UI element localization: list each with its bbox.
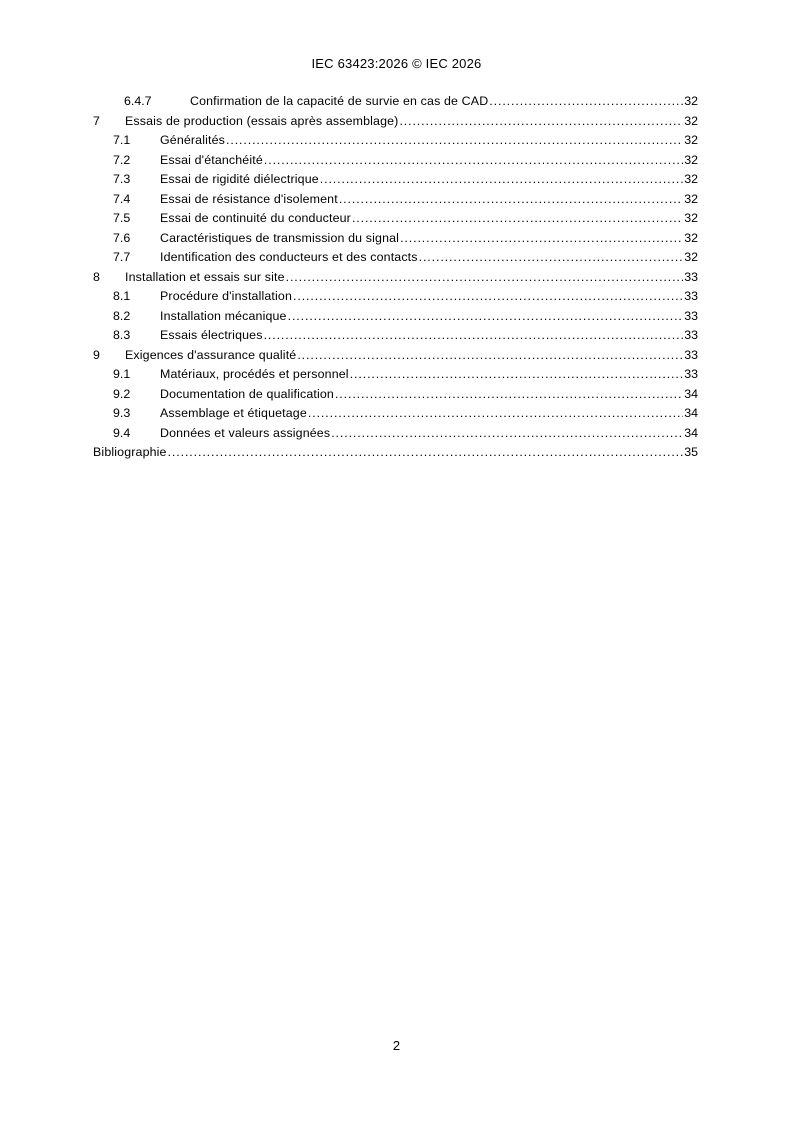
- toc-entry-title: Caractéristiques de transmission du signal: [160, 230, 400, 245]
- toc-entry-title: Essai de continuité du conducteur: [160, 211, 351, 225]
- toc-entry-title: Installation mécanique: [160, 308, 287, 323]
- toc-entry-number: 9.1: [113, 367, 131, 381]
- toc-entry-number: 7.3: [113, 172, 131, 186]
- toc-dot-leader: [320, 170, 683, 190]
- toc-dot-leader: [288, 307, 684, 327]
- toc-entry-title: Essais électriques: [160, 328, 263, 342]
- toc-entry-number: 7.1: [113, 133, 131, 147]
- toc-dot-leader: [297, 346, 683, 366]
- toc-entry-page: 33: [684, 328, 698, 342]
- toc-dot-leader: [489, 92, 683, 112]
- page-header: IEC 63423:2026 © IEC 2026: [311, 56, 482, 71]
- toc-dot-leader: [350, 365, 684, 385]
- toc-dot-leader: [308, 404, 683, 424]
- toc-entry-number: 7.2: [113, 152, 131, 167]
- toc-entry-title: Procédure d'installation: [160, 289, 293, 303]
- toc-entry[interactable]: [93, 112, 698, 132]
- toc-entry-page: 33: [684, 347, 698, 362]
- toc-entry-number: 8: [93, 269, 100, 284]
- toc-entry-number: 8.3: [113, 328, 131, 342]
- page-number: 2: [392, 1038, 401, 1053]
- toc-entry[interactable]: [93, 404, 698, 424]
- toc-entry-number: 7: [93, 113, 100, 128]
- toc-dot-leader: [419, 248, 684, 268]
- toc-entry[interactable]: [93, 365, 698, 385]
- toc-entry-page: 32: [684, 152, 698, 167]
- toc-entry-title: Bibliographie: [93, 445, 167, 459]
- toc-entry-number: 8.2: [113, 308, 131, 323]
- toc-dot-leader: [286, 268, 684, 288]
- toc-entry-page: 32: [684, 94, 698, 108]
- toc-entry-page: 33: [684, 269, 698, 284]
- toc-entry-page: 32: [684, 133, 698, 147]
- toc-entry[interactable]: [93, 170, 698, 190]
- toc-dot-leader: [352, 209, 683, 229]
- toc-entry-title: Confirmation de la capacité de survie en cas de CAD: [190, 94, 489, 108]
- toc-entry-number: 9.2: [113, 386, 131, 401]
- toc-entry-number: 7.4: [113, 191, 131, 206]
- toc-entry[interactable]: [93, 307, 698, 327]
- toc-entry-page: 32: [684, 230, 698, 245]
- toc-entry-number: 6.4.7: [124, 94, 152, 108]
- toc-dot-leader: [264, 326, 684, 346]
- toc-entry-page: 34: [684, 425, 698, 440]
- toc-entry-page: 32: [684, 211, 698, 225]
- toc-entry[interactable]: [93, 424, 698, 444]
- toc-entry-title: Essai d'étanchéité: [160, 152, 263, 167]
- toc-dot-leader: [264, 151, 683, 171]
- toc-entry[interactable]: [93, 131, 698, 151]
- toc-dot-leader: [399, 112, 683, 132]
- toc-entry-page: 33: [684, 308, 698, 323]
- toc-entry-title: Essai de rigidité diélectrique: [160, 172, 319, 186]
- table-of-contents: [93, 92, 698, 463]
- toc-entry-title: Essai de résistance d'isolement: [160, 191, 338, 206]
- toc-entry[interactable]: [93, 268, 698, 288]
- toc-entry-page: 32: [684, 191, 698, 206]
- toc-entry[interactable]: [93, 209, 698, 229]
- toc-entry[interactable]: [93, 287, 698, 307]
- toc-dot-leader: [168, 443, 684, 463]
- toc-entry-page: 32: [684, 113, 698, 128]
- toc-dot-leader: [293, 287, 683, 307]
- toc-entry-page: 35: [684, 445, 698, 459]
- toc-dot-leader: [226, 131, 683, 151]
- toc-entry[interactable]: [93, 151, 698, 171]
- toc-entry-number: 8.1: [113, 289, 131, 303]
- toc-dot-leader: [400, 229, 683, 249]
- toc-entry[interactable]: [93, 385, 698, 405]
- toc-entry[interactable]: [93, 443, 698, 463]
- toc-entry-page: 33: [684, 289, 698, 303]
- toc-entry-title: Installation et essais sur site: [125, 269, 285, 284]
- toc-entry-page: 33: [684, 367, 698, 381]
- toc-entry-number: 9.4: [113, 425, 131, 440]
- toc-entry-number: 7.5: [113, 211, 131, 225]
- toc-entry[interactable]: [93, 248, 698, 268]
- toc-entry[interactable]: [93, 190, 698, 210]
- toc-entry[interactable]: [93, 326, 698, 346]
- toc-entry-number: 9: [93, 347, 100, 362]
- toc-entry-title: Généralités: [160, 133, 226, 147]
- toc-entry-page: 34: [684, 406, 698, 420]
- toc-entry-title: Essais de production (essais après assemblage): [125, 113, 399, 128]
- toc-entry-page: 32: [684, 250, 698, 264]
- toc-entry-title: Matériaux, procédés et personnel: [160, 367, 349, 381]
- toc-entry[interactable]: [93, 229, 698, 249]
- toc-entry-title: Exigences d'assurance qualité: [125, 347, 297, 362]
- toc-entry-title: Identification des conducteurs et des contacts: [160, 250, 418, 264]
- toc-entry-number: 9.3: [113, 406, 131, 420]
- toc-entry-title: Données et valeurs assignées: [160, 425, 331, 440]
- toc-entry-page: 34: [684, 386, 698, 401]
- toc-entry-number: 7.7: [113, 250, 131, 264]
- toc-dot-leader: [339, 190, 683, 210]
- toc-dot-leader: [331, 424, 683, 444]
- toc-entry-page: 32: [684, 172, 698, 186]
- toc-entry-number: 7.6: [113, 230, 131, 245]
- toc-dot-leader: [335, 385, 683, 405]
- toc-entry[interactable]: [93, 92, 698, 112]
- toc-entry[interactable]: [93, 346, 698, 366]
- toc-entry-title: Documentation de qualification: [160, 386, 334, 401]
- toc-entry-title: Assemblage et étiquetage: [160, 406, 307, 420]
